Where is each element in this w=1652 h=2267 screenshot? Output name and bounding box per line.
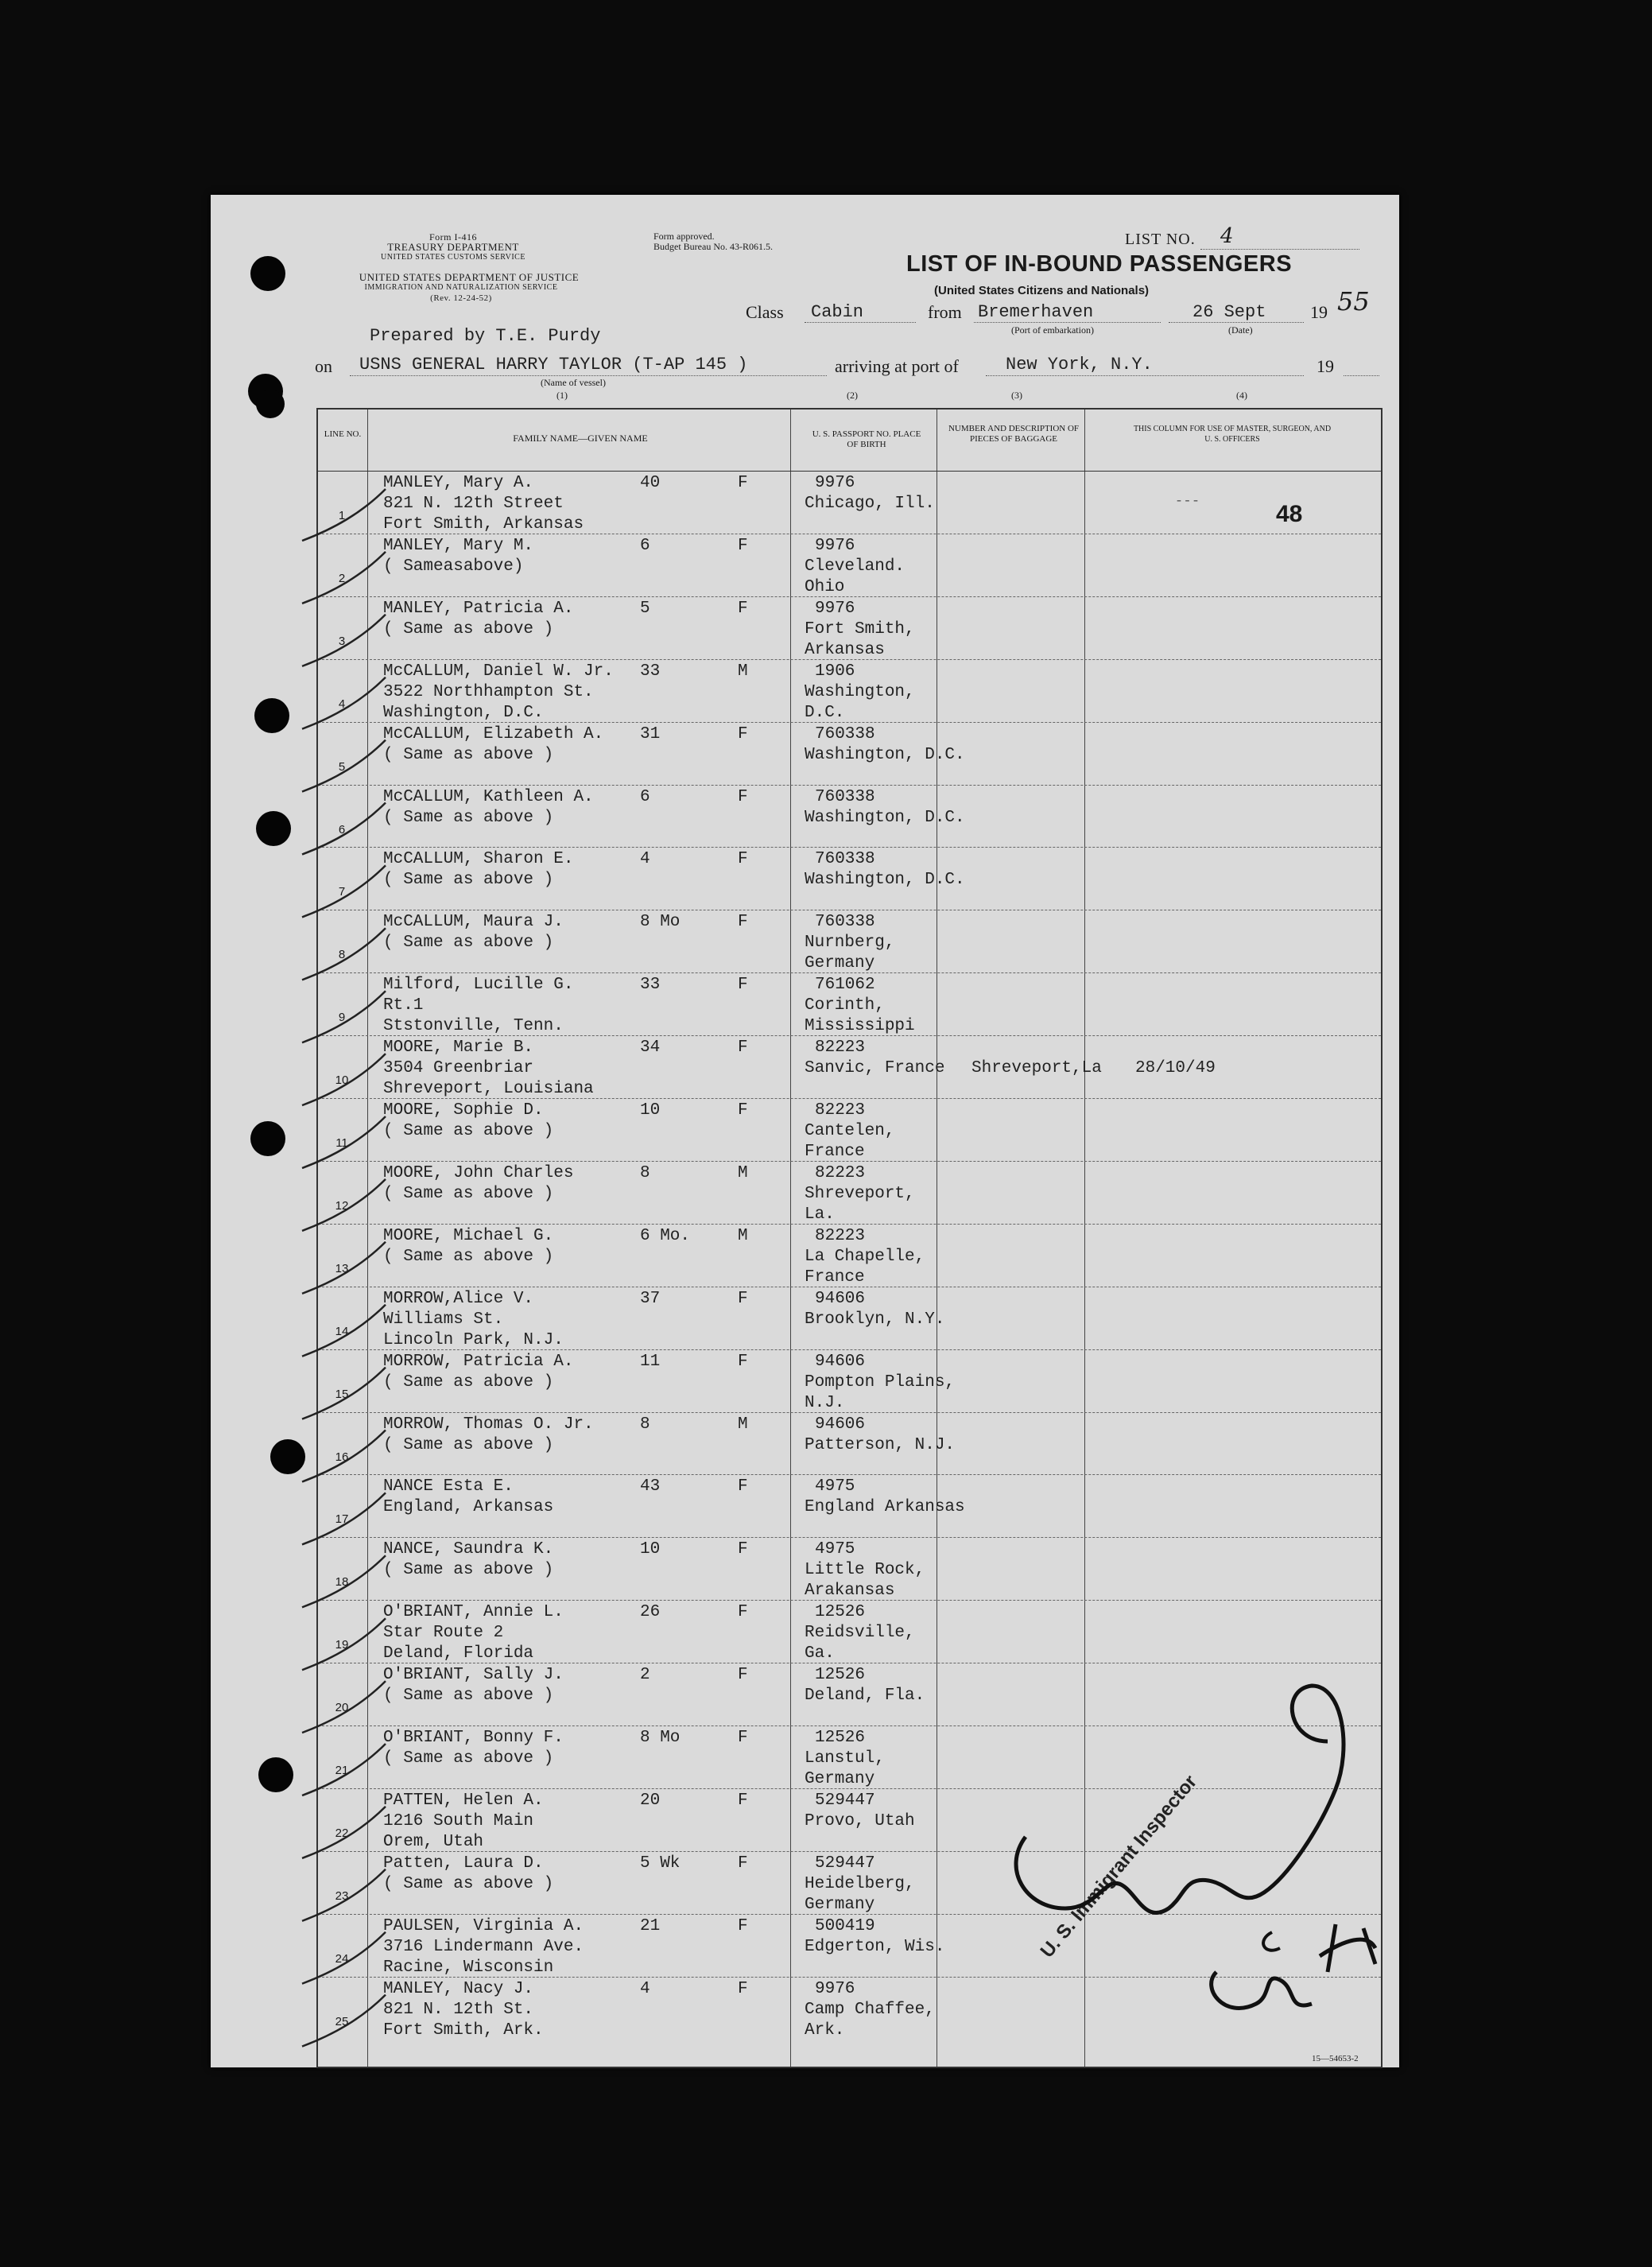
passenger-name: McCALLUM, Elizabeth A. (383, 724, 604, 743)
col-num-4: (4) (1236, 390, 1247, 401)
passenger-age: 33 (640, 976, 661, 995)
passenger-age: 6 (640, 536, 650, 555)
line-number: 16 (335, 1450, 349, 1464)
place-of-birth: La Chapelle, France (805, 1247, 925, 1287)
passenger-age: 8 (640, 1163, 650, 1182)
col-header-line: LINE NO. (324, 429, 362, 439)
vessel-caption: (Name of vessel) (541, 377, 606, 388)
passenger-sex: F (738, 787, 748, 806)
passport-number: 82223 (815, 1163, 866, 1182)
passenger-name: McCALLUM, Kathleen A. (383, 787, 594, 806)
budget-bureau: Budget Bureau No. 43-R061.5. (653, 241, 773, 252)
passenger-sex: F (738, 536, 748, 555)
line-number: 21 (335, 1764, 349, 1777)
passenger-age: 26 (640, 1603, 661, 1622)
passenger-sex: F (738, 1854, 748, 1873)
passenger-age: 8 Mo (640, 1729, 681, 1747)
passenger-address: ( Same as above ) (383, 1435, 554, 1454)
passenger-age: 6 Mo. (640, 1226, 691, 1245)
col-num-3: (3) (1011, 390, 1022, 401)
passenger-address: 3504 Greenbriar Shreveport, Louisiana (383, 1059, 594, 1099)
line-number: 22 (335, 1826, 349, 1840)
passport-number: 529447 (815, 1791, 875, 1810)
col-num-1: (1) (556, 390, 568, 401)
passenger-address: Star Route 2 Deland, Florida (383, 1624, 534, 1663)
passenger-sex: F (738, 850, 748, 869)
place-of-birth: Washington, D.C. (805, 745, 965, 764)
passenger-sex: M (738, 1415, 748, 1434)
page-subtitle: (United States Citizens and Nationals) (934, 284, 1150, 297)
port-caption: (Port of embarkation) (1011, 324, 1094, 336)
passport-number: 760338 (815, 724, 875, 743)
passport-number: 760338 (815, 850, 875, 869)
punch-hole (250, 256, 285, 291)
passenger-sex: F (738, 1352, 748, 1371)
dash-marks: - - - (1177, 491, 1198, 507)
from-label: from (928, 302, 962, 322)
line-number: 3 (338, 634, 346, 648)
passport-number: 9976 (815, 1979, 855, 1998)
place-of-birth: Little Rock, Arakansas (805, 1561, 925, 1601)
line-number: 25 (335, 2014, 349, 2028)
date-caption: (Date) (1228, 324, 1253, 336)
line-number: 13 (335, 1261, 349, 1275)
place-of-birth: Edgerton, Wis. (805, 1937, 945, 1956)
place-of-birth: Washington, D.C. (805, 808, 965, 827)
ins-service: IMMIGRATION AND NATURALIZATION SERVICE (364, 283, 558, 292)
annotation-48: 48 (1276, 501, 1303, 527)
check-mark (302, 991, 386, 1042)
check-mark (302, 1995, 386, 2047)
passenger-sex: F (738, 1289, 748, 1308)
passenger-age: 8 (640, 1415, 650, 1434)
passenger-age: 8 Mo (640, 913, 681, 932)
check-mark (302, 1305, 386, 1357)
customs-service: UNITED STATES CUSTOMS SERVICE (381, 253, 525, 262)
passenger-sex: F (738, 599, 748, 618)
place-of-birth: Heidelberg, Germany (805, 1874, 915, 1914)
inspector-stamp: U. S. Immigrant Inspector (1036, 1771, 1202, 1962)
passenger-sex: F (738, 1101, 748, 1120)
inspector-signature (1002, 1670, 1399, 2036)
footer-code: 15—54653-2 (1312, 2054, 1359, 2063)
passport-number: 1906 (815, 662, 855, 681)
class-value: Cabin (811, 302, 864, 322)
form-number: Form I-416 (429, 231, 477, 243)
passenger-age: 4 (640, 1979, 650, 1998)
passenger-name: McCALLUM, Sharon E. (383, 850, 574, 869)
place-of-birth: Brooklyn, N.Y. (805, 1310, 945, 1329)
arriving-label: arriving at port of (835, 356, 959, 376)
check-mark (302, 1932, 386, 1984)
passenger-address: ( Same as above ) (383, 1184, 554, 1203)
passenger-address: ( Same as above ) (383, 745, 554, 764)
passenger-name: NANCE, Saundra K. (383, 1540, 554, 1559)
passenger-age: 33 (640, 662, 661, 681)
check-mark (302, 489, 386, 541)
passenger-address: Williams St. Lincoln Park, N.J. (383, 1310, 564, 1349)
col-header-baggage: NUMBER AND DESCRIPTION OF PIECES OF BAGGAGE (948, 424, 1080, 444)
line-number: 19 (335, 1638, 349, 1652)
passenger-name: MORROW,Alice V. (383, 1289, 534, 1308)
passenger-name: O'BRIANT, Sally J. (383, 1666, 564, 1685)
check-mark (302, 677, 386, 729)
line-number: 14 (335, 1324, 349, 1338)
date-value: 26 Sept (1192, 302, 1266, 322)
line-number: 15 (335, 1387, 349, 1401)
passenger-address: ( Same as above ) (383, 1247, 554, 1266)
officer-note: 28/10/49 (1135, 1059, 1216, 1078)
passport-number: 12526 (815, 1603, 866, 1622)
punch-hole (256, 390, 285, 418)
passenger-age: 34 (640, 1038, 661, 1058)
passenger-name: MOORE, John Charles (383, 1163, 574, 1182)
passenger-address: ( Same as above ) (383, 1122, 554, 1140)
check-mark (302, 1179, 386, 1231)
check-mark (302, 1681, 386, 1733)
line-number: 20 (335, 1701, 349, 1715)
place-of-birth: Deland, Fla. (805, 1687, 925, 1706)
passenger-name: MOORE, Marie B. (383, 1038, 534, 1058)
passenger-age: 21 (640, 1916, 661, 1935)
check-mark (302, 1807, 386, 1858)
line-number: 7 (338, 885, 346, 899)
passenger-age: 5 (640, 599, 650, 618)
passenger-name: McCALLUM, Daniel W. Jr. (383, 662, 614, 681)
year2: 19 (1317, 356, 1334, 376)
form-approved: Form approved. (653, 231, 715, 242)
passenger-age: 20 (640, 1791, 661, 1810)
line-number: 17 (335, 1512, 349, 1527)
check-mark (302, 803, 386, 855)
check-mark (302, 1116, 386, 1168)
place-of-birth: Shreveport, La. (805, 1184, 915, 1224)
passenger-name: MANLEY, Mary M. (383, 536, 534, 555)
passport-number: 94606 (815, 1289, 866, 1308)
passport-number: 82223 (815, 1038, 866, 1058)
place-of-birth: Fort Smith, Arkansas (805, 619, 915, 659)
passenger-sex: F (738, 724, 748, 743)
passenger-name: PAULSEN, Virginia A. (383, 1916, 584, 1935)
passenger-sex: F (738, 1916, 748, 1935)
line-number: 6 (338, 822, 346, 837)
passenger-sex: M (738, 1226, 748, 1245)
check-mark (302, 1493, 386, 1544)
line-number: 24 (335, 1951, 349, 1966)
check-marks (286, 461, 429, 2067)
passport-number: 12526 (815, 1729, 866, 1747)
passport-number: 9976 (815, 599, 855, 618)
passenger-name: MANLEY, Patricia A. (383, 599, 574, 618)
passenger-age: 11 (640, 1352, 661, 1371)
list-number: 4 (1220, 224, 1234, 248)
passenger-sex: F (738, 1729, 748, 1747)
passport-number: 82223 (815, 1101, 866, 1120)
line-number: 1 (338, 509, 346, 522)
check-mark (302, 552, 386, 604)
passenger-sex: F (738, 1666, 748, 1685)
passenger-address: ( Same as above ) (383, 1372, 554, 1392)
line-number: 9 (338, 1011, 346, 1025)
passenger-address: ( Same as above ) (383, 934, 554, 953)
check-mark (302, 615, 386, 666)
place-of-birth: Reidsville, Ga. (805, 1624, 915, 1663)
passenger-age: 31 (640, 724, 661, 743)
passenger-name: MOORE, Michael G. (383, 1226, 554, 1245)
place-of-birth: Patterson, N.J. (805, 1435, 956, 1454)
passenger-age: 6 (640, 787, 650, 806)
check-mark (302, 1555, 386, 1607)
vessel-name: USNS GENERAL HARRY TAYLOR (T-AP 145 ) (359, 355, 748, 375)
passenger-age: 10 (640, 1101, 661, 1120)
passport-number: 82223 (815, 1226, 866, 1245)
place-of-birth: Pompton Plains, N.J. (805, 1372, 956, 1412)
passenger-address: ( Sameasabove) (383, 557, 524, 576)
passport-number: 760338 (815, 787, 875, 806)
passenger-name: Patten, Laura D. (383, 1854, 544, 1873)
passenger-name: O'BRIANT, Bonny F. (383, 1729, 564, 1747)
passenger-name: Milford, Lucille G. (383, 976, 574, 995)
place-of-birth: Lanstul, Germany (805, 1749, 885, 1788)
line-number: 2 (338, 571, 346, 585)
line-number: 11 (335, 1136, 348, 1150)
passport-number: 500419 (815, 1916, 875, 1935)
passenger-sex: M (738, 1163, 748, 1182)
passport-number: 9976 (815, 474, 855, 492)
year-prefix: 19 (1310, 302, 1328, 322)
prepared-by: Prepared by T.E. Purdy (370, 326, 601, 346)
passenger-sex: F (738, 474, 748, 492)
passport-number: 760338 (815, 913, 875, 932)
passenger-sex: F (738, 1540, 748, 1559)
line-number: 8 (338, 948, 346, 962)
check-mark (302, 740, 386, 792)
passenger-sex: F (738, 913, 748, 932)
col-header-officers: THIS COLUMN FOR USE OF MASTER, SURGEON, AND U. S. OFFICERS (1133, 425, 1332, 444)
punch-hole (254, 698, 289, 733)
passenger-sex: F (738, 1038, 748, 1058)
passenger-address: ( Same as above ) (383, 808, 554, 827)
year-value: 55 (1337, 286, 1370, 316)
on-label: on (315, 356, 332, 376)
place-of-birth: England Arkansas (805, 1498, 965, 1517)
line-number: 10 (335, 1073, 349, 1088)
form-revision: (Rev. 12-24-52) (430, 293, 492, 303)
place-of-birth: Provo, Utah (805, 1811, 915, 1830)
passport-number: 12526 (815, 1666, 866, 1685)
place-of-birth: Cantelen, France (805, 1122, 895, 1161)
baggage: Shreveport,La (971, 1059, 1102, 1078)
check-mark (302, 1242, 386, 1294)
passenger-name: MANLEY, Mary A. (383, 474, 534, 492)
place-of-birth: Cleveland. Ohio (805, 557, 905, 596)
place-of-birth: Chicago, Ill. (805, 495, 935, 513)
passenger-address: ( Same as above ) (383, 1749, 554, 1768)
place-of-birth: Corinth, Mississippi (805, 996, 915, 1036)
passenger-name: MANLEY, Nacy J. (383, 1979, 534, 1998)
line-number: 5 (338, 759, 346, 774)
from-value: Bremerhaven (978, 302, 1094, 322)
passenger-age: 40 (640, 474, 661, 492)
passenger-name: MOORE, Sophie D. (383, 1101, 544, 1120)
passenger-address: ( Same as above ) (383, 871, 554, 890)
passenger-address: 1216 South Main Orem, Utah (383, 1811, 534, 1851)
punch-hole (250, 1121, 285, 1156)
passenger-address: 3716 Lindermann Ave. Racine, Wisconsin (383, 1937, 584, 1977)
passport-number: 529447 (815, 1854, 875, 1873)
line-number: 23 (335, 1889, 349, 1903)
passenger-address: Rt.1 Ststonville, Tenn. (383, 996, 564, 1036)
passenger-address: 821 N. 12th Street Fort Smith, Arkansas (383, 495, 584, 534)
page-title: LIST OF IN-BOUND PASSENGERS (906, 251, 1293, 277)
passenger-name: McCALLUM, Maura J. (383, 913, 564, 932)
passport-number: 761062 (815, 976, 875, 995)
passenger-age: 37 (640, 1289, 661, 1308)
passenger-name: PATTEN, Helen A. (383, 1791, 544, 1810)
passenger-address: England, Arkansas (383, 1498, 554, 1517)
class-label: Class (746, 302, 784, 322)
passport-number: 4975 (815, 1477, 855, 1496)
line-number: 4 (338, 697, 346, 711)
passenger-address: 3522 Northhampton St. Washington, D.C. (383, 682, 594, 722)
passenger-sex: F (738, 1979, 748, 1998)
line-number: 18 (335, 1575, 349, 1590)
line-number: 12 (335, 1198, 349, 1213)
passenger-age: 5 Wk (640, 1854, 681, 1873)
passport-number: 94606 (815, 1352, 866, 1371)
check-mark (302, 1869, 386, 1921)
passenger-age: 4 (640, 850, 650, 869)
passenger-sex: F (738, 1791, 748, 1810)
passport-number: 9976 (815, 536, 855, 555)
passport-number: 4975 (815, 1540, 855, 1559)
passenger-address: ( Same as above ) (383, 1561, 554, 1580)
passenger-sex: F (738, 1603, 748, 1622)
passport-number: 94606 (815, 1415, 866, 1434)
list-number-label: LIST NO. (1125, 231, 1196, 248)
port-of-arrival: New York, N.Y. (1006, 355, 1153, 375)
passenger-age: 10 (640, 1540, 661, 1559)
col-header-name: FAMILY NAME—GIVEN NAME (513, 433, 648, 444)
check-mark (302, 1618, 386, 1670)
justice-dept: UNITED STATES DEPARTMENT OF JUSTICE (359, 271, 580, 283)
passenger-address: ( Same as above ) (383, 619, 554, 639)
passenger-age: 2 (640, 1666, 650, 1685)
place-of-birth: Nurnberg, Germany (805, 934, 895, 973)
check-mark (302, 1430, 386, 1482)
passenger-age: 43 (640, 1477, 661, 1496)
passenger-name: NANCE Esta E. (383, 1477, 514, 1496)
treasury-dept: TREASURY DEPARTMENT (387, 241, 519, 253)
passenger-sex: F (738, 976, 748, 995)
passenger-address: 821 N. 12th St. Fort Smith, Ark. (383, 2000, 544, 2040)
passenger-name: MORROW, Thomas O. Jr. (383, 1415, 594, 1434)
check-mark (302, 1368, 386, 1419)
passenger-address: ( Same as above ) (383, 1874, 554, 1893)
place-of-birth: Washington, D.C. (805, 871, 965, 890)
passenger-name: MORROW, Patricia A. (383, 1352, 574, 1371)
place-of-birth: Washington, D.C. (805, 682, 915, 722)
passenger-sex: M (738, 662, 748, 681)
place-of-birth: Camp Chaffee, Ark. (805, 2000, 935, 2040)
passenger-sex: F (738, 1477, 748, 1496)
passenger-address: ( Same as above ) (383, 1687, 554, 1706)
col-header-passport: U. S. PASSPORT NO. PLACE OF BIRTH (812, 429, 921, 449)
col-num-2: (2) (847, 390, 858, 401)
check-mark (302, 865, 386, 917)
check-mark (302, 1054, 386, 1105)
passenger-name: O'BRIANT, Annie L. (383, 1603, 564, 1622)
check-mark (302, 1744, 386, 1795)
place-of-birth: Sanvic, France (805, 1059, 945, 1078)
check-mark (302, 928, 386, 980)
